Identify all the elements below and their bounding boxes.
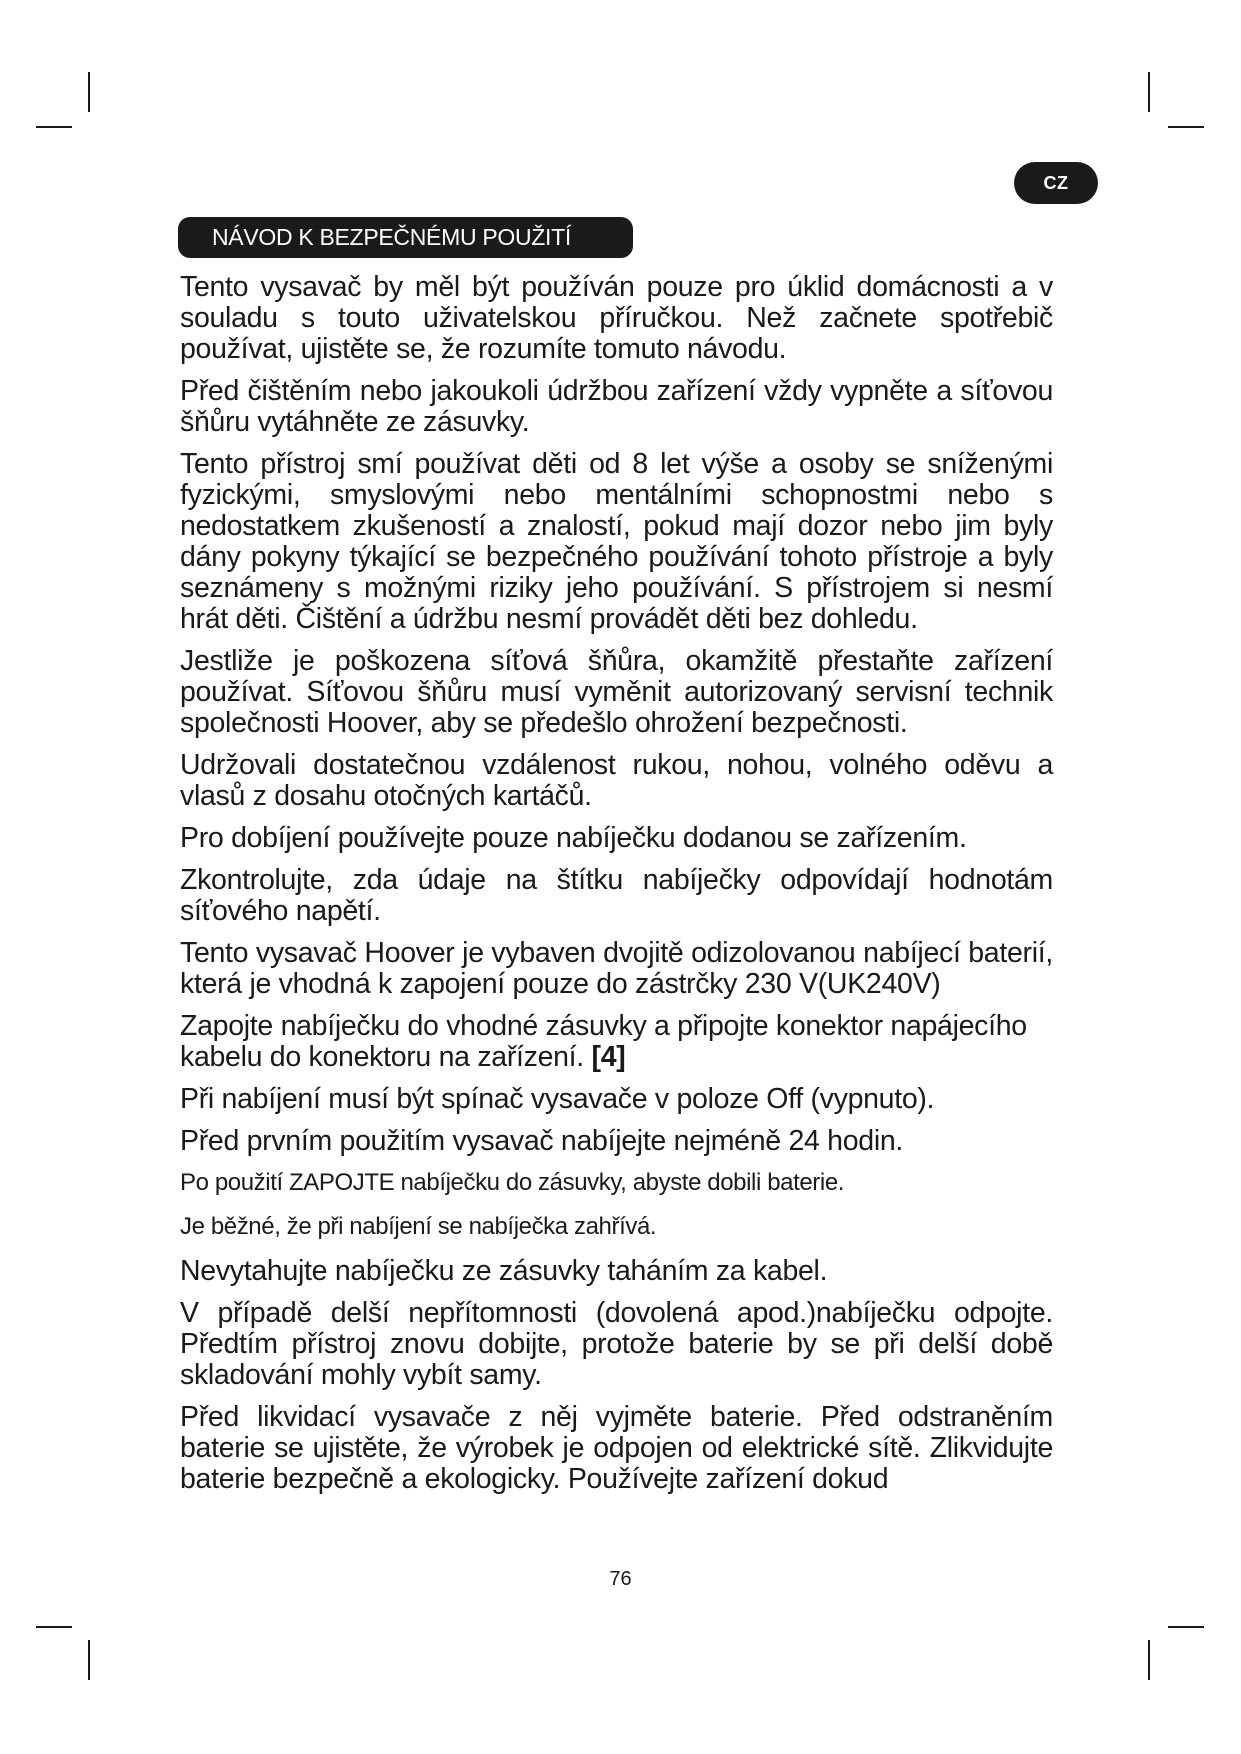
paragraph: Je běžné, že při nabíjení se nabíječka zahřívá. [180, 1213, 657, 1240]
crop-mark-bottom-right-vertical [1148, 1640, 1150, 1680]
paragraph: Tento vysavač by měl být používán pouze pro úklid domácnosti a v souladu s touto uživatelskou příručkou. Než začnete spotřebič používat, ujistěte se, že rozumíte tomuto návodu. [180, 271, 1053, 365]
paragraph: Před prvním použitím vysavač nabíjejte nejméně 24 hodin. [180, 1125, 904, 1157]
paragraph: V případě delší nepřítomnosti (dovolená apod.)nabíječku odpojte. Předtím přístroj znovu dobijte, protože baterie by se při delší době skladování mohly vybít samy. [180, 1297, 1053, 1391]
paragraph: Jestliže je poškozena síťová šňůra, okamžitě přestaňte zařízení používat. Síťovou šňůru musí vyměnit autorizovaný servisní technik společnosti Hoover, aby se předešlo ohrožení bezpečnosti. [180, 645, 1053, 739]
paragraph: Před čištěním nebo jakoukoli údržbou zařízení vždy vypněte a síťovou šňůru vytáhněte ze zásuvky. [180, 375, 1053, 438]
paragraph: Tento vysavač Hoover je vybaven dvojitě odizolovanou nabíjecí baterií, která je vhodná k zapojení pouze do zástrčky 230 V(UK240V) [180, 937, 1053, 1000]
paragraph: Tento přístroj smí používat děti od 8 let výše a osoby se sníženými fyzickými, smyslovými nebo mentálními schopnostmi nebo s nedostatkem zkušeností a znalostí, pokud mají dozor nebo jim byly dány pokyny týkající se bezpečného používání tohoto přístroje a byly seznámeny s možnými riziky jeho používání. S přístrojem si nesmí hrát děti. Čištění a údržbu nesmí provádět děti bez dohledu. [180, 448, 1053, 635]
paragraph: Při nabíjení musí být spínač vysavače v poloze Off (vypnuto). [180, 1083, 935, 1115]
paragraph: Pro dobíjení používejte pouze nabíječku dodanou se zařízením. [180, 822, 967, 854]
paragraph: Zkontrolujte, zda údaje na štítku nabíječky odpovídají hodnotám síťového napětí. [180, 864, 1053, 927]
crop-mark-bottom-left-vertical [88, 1640, 90, 1680]
crop-mark-top-left-horizontal [36, 126, 72, 128]
section-title: NÁVOD K BEZPEČNÉMU POUŽITÍ [178, 217, 633, 258]
crop-mark-top-left-vertical [88, 72, 90, 112]
crop-mark-top-right-vertical [1148, 72, 1150, 112]
paragraph: Před likvidací vysavače z něj vyjměte baterie. Před odstraněním baterie se ujistěte, že výrobek je odpojen od elektrické sítě. Zlikvidujte baterie bezpečně a ekologicky. Používejte zařízení dokud [180, 1401, 1053, 1495]
crop-mark-bottom-left-horizontal [36, 1626, 72, 1628]
paragraph-text: Zapojte nabíječku do vhodné zásuvky a připojte konektor napájecího kabelu do konektoru na zařízení. [180, 1010, 1027, 1073]
language-badge: CZ [1014, 162, 1098, 204]
page-number: 76 [609, 1568, 632, 1590]
paragraph: Po použití ZAPOJTE nabíječku do zásuvky, abyste dobili baterie. [180, 1169, 845, 1196]
paragraph: Udržovali dostatečnou vzdálenost rukou, nohou, volného oděvu a vlasů z dosahu otočných kartáčů. [180, 749, 1053, 812]
paragraph: Nevytahujte nabíječku ze zásuvky taháním za kabel. [180, 1255, 828, 1287]
crop-mark-bottom-right-horizontal [1168, 1626, 1204, 1628]
figure-reference: [4] [591, 1041, 626, 1073]
crop-mark-top-right-horizontal [1168, 126, 1204, 128]
safety-instructions-body [180, 272, 1053, 1506]
paragraph-with-figure-reference [180, 1011, 1053, 1073]
